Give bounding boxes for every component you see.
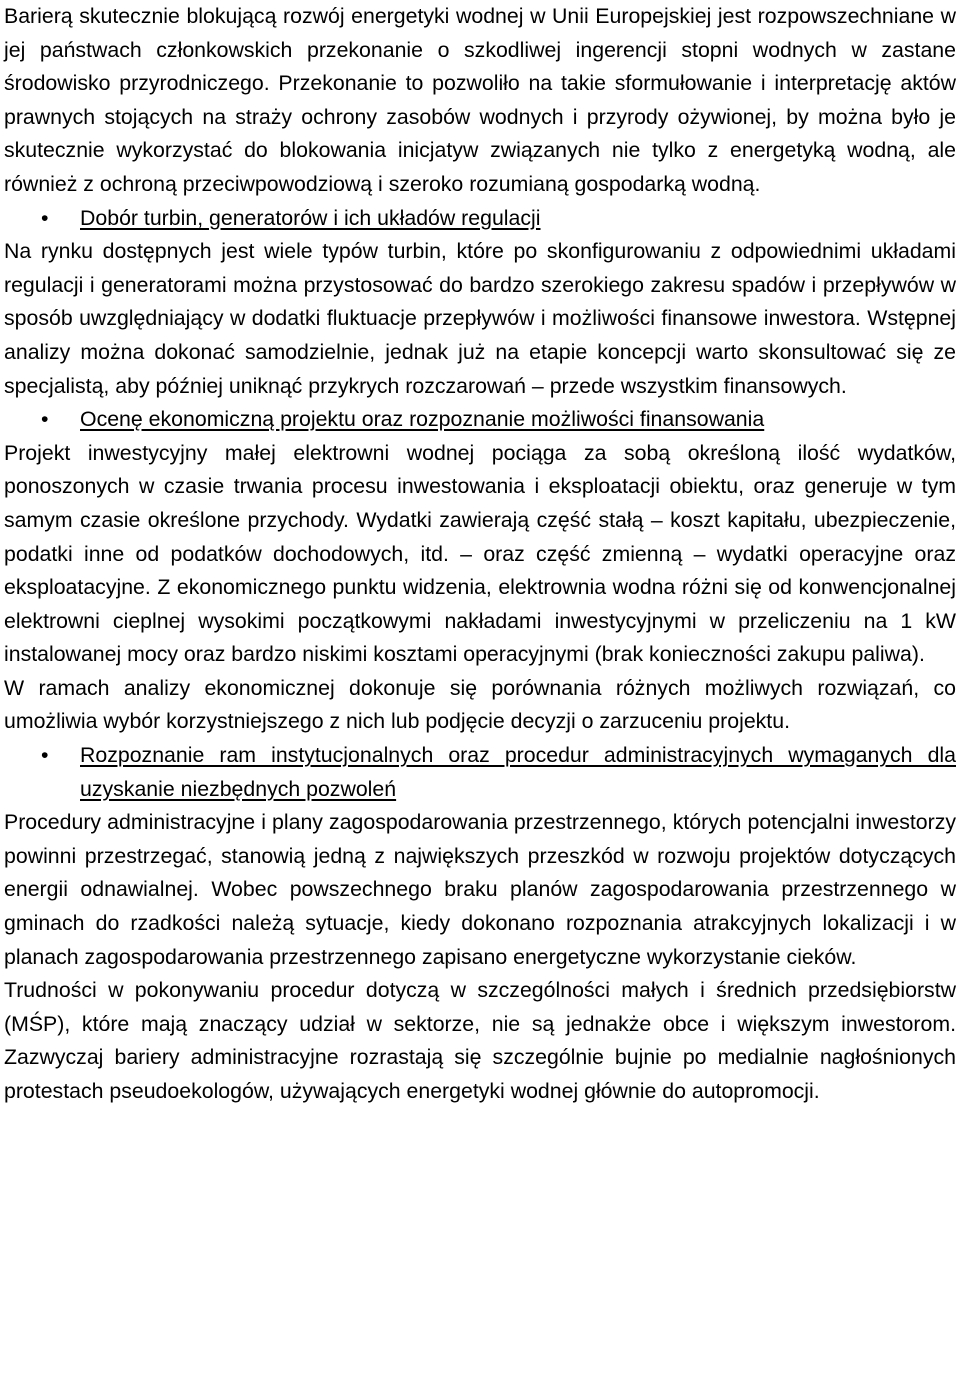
heading-procedures: Rozpoznanie ram instytucjonalnych oraz procedur administracyjnych wymaganych dla uzyskanie niezbędnych pozwoleń [80,743,956,801]
bullet-icon: • [41,205,49,230]
heading-turbines: Dobór turbin, generatorów i ich układów regulacji [80,205,541,230]
paragraph-barriers: Barierą skutecznie blokującą rozwój energetyki wodnej w Unii Europejskiej jest rozpowszechniane w jej państwach członkowskich przekonanie o szkodliwej ingerencji stopni wodnych w zastane środowisko przyrodniczego. Przekonanie to pozwoliło na takie sformułowanie i interpretację aktów prawnych stojących na straży ochrony zasobów wodnych i przyrody ożywionej, by można było je skutecznie wykorzystać do blokowania inicjatyw związanych nie tylko z energetyką wodną, ale również z ochroną przeciwpowodziową i szeroko rozumianą gospodarką wodną. [4,4,956,196]
heading-economics: Ocenę ekonomiczną projektu oraz rozpoznanie możliwości finansowania [80,407,765,432]
paragraph-analysis: W ramach analizy ekonomicznej dokonuje się porównania różnych możliwych rozwiązań, co umożliwia wybór korzystniejszego z nich lub podjęcie decyzji o zarzuceniu projektu. [4,675,956,734]
bullet-icon: • [41,743,49,768]
bullet-icon: • [41,407,49,432]
bullet-heading-procedures [4,739,956,806]
paragraph-difficulties: Trudności w pokonywaniu procedur dotyczą w szczególności małych i średnich przedsiębiorstw (MŚP), które mają znaczący udział w sektorze, nie są jednakże obce i większym inwestorom. Zazwyczaj bariery administracyjne rozrastają się szczególnie bujnie po medialnie nagłośnionych protestach pseudoekologów, używających energetyki wodnej głównie do autopromocji. [4,978,956,1103]
document-page [4,0,956,1109]
paragraph-costs: Projekt inwestycyjny małej elektrowni wodnej pociąga za sobą określoną ilość wydatków, ponoszonych w czasie trwania procesu inwestowania i eksploatacji obiektu, oraz generuje w tym samym czasie określone przychody. Wydatki zawierają część stałą – koszt kapitału, ubezpieczenie, podatki inne od podatków dochodowych, itd. – oraz część zmienną – wydatki operacyjne oraz eksploatacyjne. Z ekonomicznego punktu widzenia, elektrownia wodna różni się od konwencjonalnej elektrowni cieplnej wysokimi początkowymi nakładami inwestycyjnymi w przeliczeniu na 1 kW instalowanej mocy oraz bardzo niskimi kosztami operacyjnymi (brak konieczności zakupu paliwa). [4,440,956,667]
paragraph-turbines: Na rynku dostępnych jest wiele typów turbin, które po skonfigurowaniu z odpowiednimi układami regulacji i generatorami można przystosować do bardzo szerokiego zakresu spadów i przepływów w sposób uwzględniający w dodatki fluktuacje przepływów i możliwości finansowe inwestora. Wstępnej analizy można dokonać samodzielnie, jednak już na etapie koncepcji warto skonsultować się ze specjalistą, aby później uniknąć przykrych rozczarowań – przede wszystkim finansowych. [4,239,956,398]
bullet-heading-economics [4,403,956,437]
bullet-heading-turbines [4,202,956,236]
paragraph-procedures: Procedury administracyjne i plany zagospodarowania przestrzennego, których potencjalni inwestorzy powinni przestrzegać, stanowią jedną z największych przeszkód w rozwoju projektów dotyczących energii odnawialnej. Wobec powszechnego braku planów zagospodarowania przestrzennego w gminach do rzadkości należą sytuacje, kiedy dokonano rozpoznania atrakcyjnych lokalizacji i w planach zagospodarowania przestrzennego zapisano energetyczne wykorzystanie cieków. [4,810,956,969]
